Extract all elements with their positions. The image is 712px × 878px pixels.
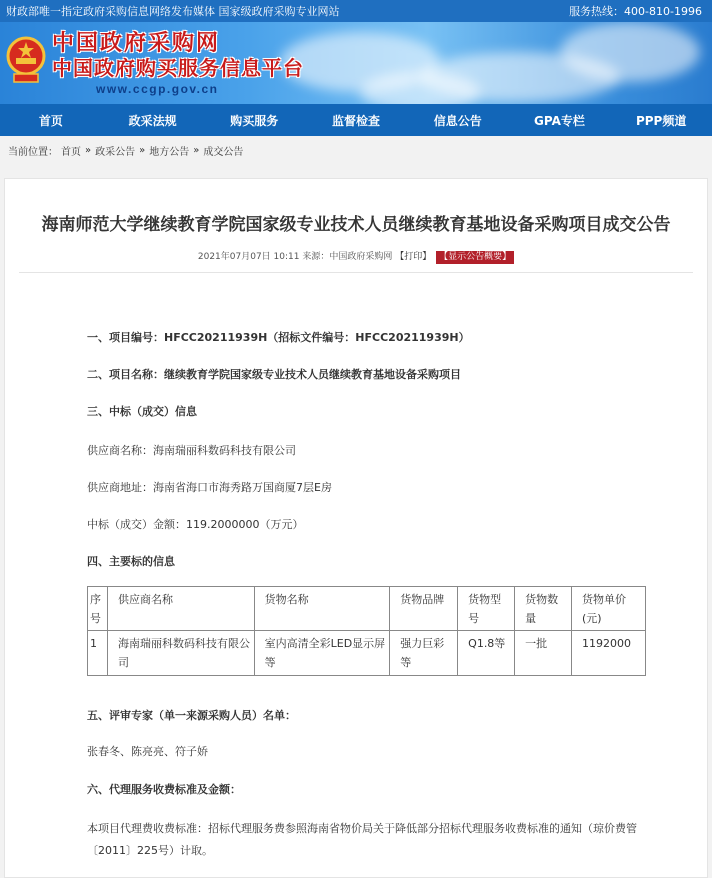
top-strip-slogan: 财政部唯一指定政府采购信息网络发布媒体 国家级政府采购专业网站 [6,5,340,18]
breadcrumb [0,136,712,164]
supplier-address: 供应商地址：海南省海口市海秀路万国商厦7层E房 [87,481,332,494]
section-main-items: 四、主要标的信息 [87,555,175,568]
section-experts: 五、评审专家（单一来源采购人员）名单： [87,709,296,722]
breadcrumb-deal[interactable]: 成交公告 [203,146,244,158]
main-nav [0,104,712,136]
article-meta [5,249,707,264]
table-cell: Q1.8等 [458,631,515,676]
site-banner [0,22,712,104]
breadcrumb-prefix: 当前位置： [8,146,58,158]
table-cell: 1 [88,631,108,676]
breadcrumb-local[interactable]: 地方公告 [149,146,190,158]
section-award-info: 三、中标（成交）信息 [87,405,197,418]
goods-table [87,586,646,676]
agency-fee-text-line2: 〔2011〕225号）计取。 [87,844,213,857]
table-cell: 1192000 [571,631,645,676]
national-emblem-icon [6,34,46,86]
breadcrumb-separator: » [193,144,200,156]
print-link[interactable]: 【打印】 [395,252,432,262]
nav-ppp[interactable]: PPP频道 [635,113,687,128]
breadcrumb-separator: » [85,144,92,156]
section-agency-fee: 六、代理服务收费标准及金额： [87,783,241,796]
site-url: www.ccgp.gov.cn [96,82,219,96]
breadcrumb-separator: » [139,144,146,156]
nav-gpa[interactable]: GPA专栏 [534,113,585,128]
article-title: 海南师范大学继续教育学院国家级专业技术人员继续教育基地设备采购项目成交公告 [41,215,671,235]
bid-amount: 中标（成交）金额：119.2000000（万元） [87,518,304,531]
section-project-name: 二、项目名称：继续教育学院国家级专业技术人员继续教育基地设备采购项目 [87,368,461,381]
article-card [4,178,708,878]
table-header: 货物名称 [254,587,390,631]
breadcrumb-announcements[interactable]: 政采公告 [95,146,136,158]
agency-fee-text-line1: 本项目代理费收费标准：招标代理服务费参照海南省物价局关于降低部分招标代理服务收费标准的通知（琼价费管 [87,822,637,835]
top-strip [0,0,712,22]
expert-names: 张春冬、陈亮亮、符子娇 [87,745,208,758]
table-header-row [88,587,646,631]
site-name-logo[interactable]: 中国政府采购网 [52,30,221,56]
table-header: 货物单价 (元) [571,587,645,631]
supplier-name: 供应商名称：海南瑞丽科数码科技有限公司 [87,444,296,457]
show-summary-button[interactable]: 【显示公告概要】 [436,251,514,264]
table-header: 货物品牌 [390,587,458,631]
nav-announcements[interactable]: 信息公告 [433,113,482,128]
divider [19,272,693,273]
table-cell: 海南瑞丽科数码科技有限公 司 [107,631,254,676]
nav-supervision[interactable]: 监督检查 [332,113,381,128]
table-header: 货物型 号 [458,587,515,631]
table-header: 序 号 [88,587,108,631]
nav-home[interactable]: 首页 [38,113,63,128]
breadcrumb-home[interactable]: 首页 [61,146,81,158]
section-project-number: 一、项目编号：HFCC20211939H（招标文件编号：HFCC20211939H） [87,331,470,344]
platform-name-logo[interactable]: 中国政府购买服务信息平台 [52,56,304,80]
service-hotline: 服务热线：400-810-1996 [569,5,702,18]
table-cell: 室内高清全彩LED显示屏 等 [254,631,390,676]
table-header: 货物数 量 [515,587,572,631]
table-header: 供应商名称 [107,587,254,631]
publish-date-source: 2021年07月07日 10:11 来源：中国政府采购网 [197,252,393,262]
table-cell: 强力巨彩 等 [390,631,458,676]
nav-regulations[interactable]: 政采法规 [128,113,177,128]
table-cell: 一批 [515,631,572,676]
table-row [88,631,646,676]
nav-purchase-services[interactable]: 购买服务 [230,113,279,128]
